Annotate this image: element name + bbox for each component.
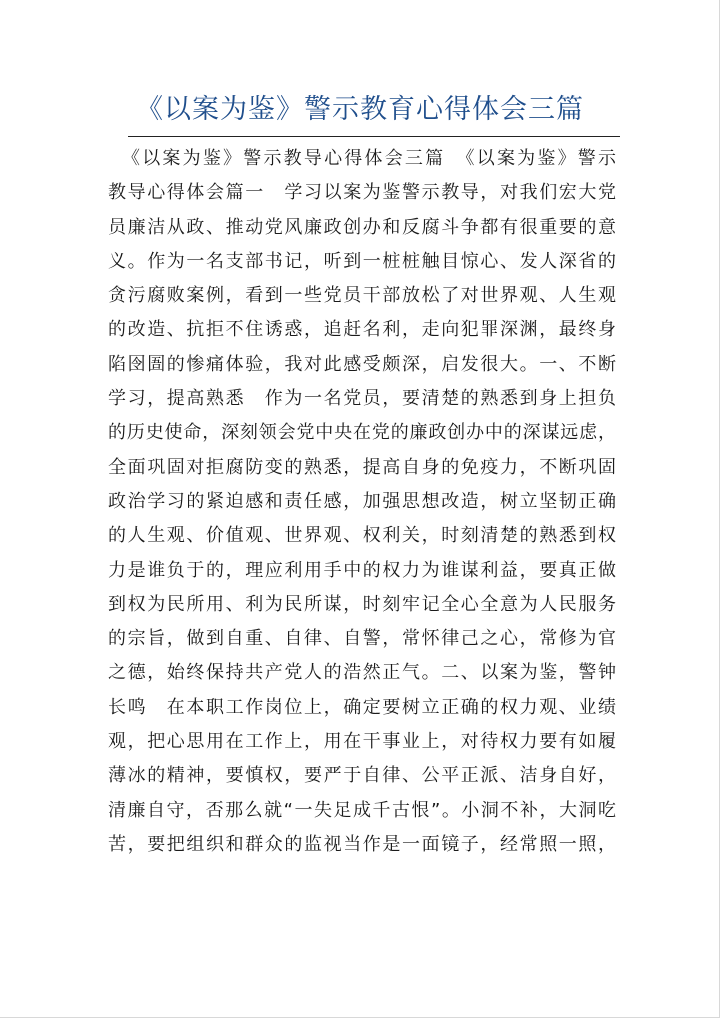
body-line-13: 力是谁负于的，理应利用手中的权力为谁谋利益，要真正做: [108, 559, 616, 581]
body-line-12: 的人生观、价值观、世界观、权利关，时刻清楚的熟悉到权: [108, 525, 616, 547]
body-line-5: 贪污腐败案例，看到一些党员干部放松了对世界观、人生观: [108, 285, 616, 307]
body-line-9: 的历史使命，深刻领会党中央在党的廉政创办中的深谋远虑，: [108, 422, 616, 444]
body-line-7: 陷囹圄的惨痛体验，我对此感受颇深，启发很大。一、不断: [108, 353, 616, 375]
body-line-10: 全面巩固对拒腐防变的熟悉，提高自身的免疫力，不断巩固: [108, 456, 616, 478]
body-line-15: 的宗旨，做到自重、自律、自警，常怀律己之心，常修为官: [108, 628, 616, 650]
body-line-18: 观，把心思用在工作上，用在干事业上，对待权力要有如履: [108, 731, 616, 753]
body-line-11: 政治学习的紧迫感和责任感，加强思想改造，树立坚韧正确: [108, 490, 616, 512]
body-line-8: 学习，提高熟悉 作为一名党员，要清楚的熟悉到身上担负: [108, 388, 616, 410]
body-line-21: 苦，要把组织和群众的监视当作是一面镜子，经常照一照，: [108, 833, 616, 855]
document-body: [108, 142, 616, 862]
body-line-3: 员廉洁从政、推动党风廉政创办和反腐斗争都有很重要的意: [108, 216, 616, 238]
body-line-14: 到权为民所用、利为民所谋，时刻牢记全心全意为人民服务: [108, 593, 616, 615]
body-line-16: 之德，始终保持共产党人的浩然正气。二、以案为鉴，警钟: [108, 662, 616, 684]
body-line-20: 清廉自守，否那么就“一失足成千古恨”。小洞不补，大洞吃: [108, 799, 616, 821]
body-line-4: 义。作为一名支部书记，听到一桩桩触目惊心、发人深省的: [108, 250, 616, 272]
document-title: 《以案为鉴》警示教育心得体会三篇: [136, 94, 584, 125]
body-line-6: 的改造、抗拒不住诱惑，追赶名利，走向犯罪深渊，最终身: [108, 319, 616, 341]
body-line-17: 长鸣 在本职工作岗位上，确定要树立正确的权力观、业绩: [108, 696, 616, 718]
body-line-2: 教导心得体会篇一 学习以案为鉴警示教导，对我们宏大党: [108, 182, 616, 204]
body-line-1: 《以案为鉴》警示教导心得体会三篇 《以案为鉴》警示: [122, 148, 616, 169]
body-line-19: 薄冰的精神，要慎权，要严于自律、公平正派、洁身自好，: [108, 765, 616, 787]
title-underline: [128, 136, 620, 137]
